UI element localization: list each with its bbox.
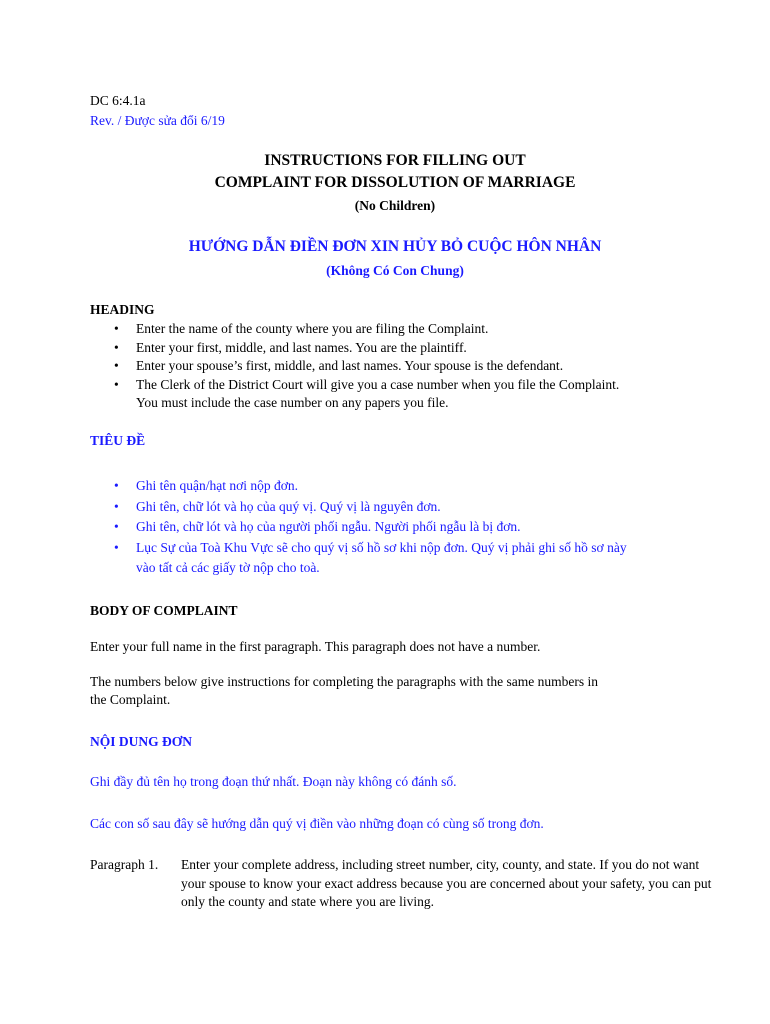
vietnamese-heading-section-title: TIÊU ĐỀ	[90, 433, 146, 448]
bullet-icon: •	[114, 358, 119, 373]
heading-bullet-list	[112, 320, 619, 413]
form-code: DC 6:4.1a	[90, 93, 146, 108]
list-item: • The Clerk of the District Court will give you a case number when you file the Complaint.	[112, 376, 619, 395]
vietnamese-title: HƯỚNG DẪN ĐIỀN ĐƠN XIN HỦY BỎ CUỘC HÔN NHÂN	[188, 238, 602, 255]
title-subtitle: (No Children)	[354, 198, 436, 213]
bullet-icon: •	[114, 519, 119, 534]
body-paragraph-2-line-1: The numbers below give instructions for completing the paragraphs with the same numbers in	[90, 674, 599, 689]
vietnamese-heading-bullet-list	[112, 476, 627, 579]
vietnamese-body-paragraph-2: Các con số sau đây sẽ hướng dẫn quý vị điền vào những đoạn có cùng số trong đơn.	[90, 816, 544, 831]
bullet-icon: •	[114, 539, 119, 555]
list-item: • Ghi tên quận/hạt nơi nộp đơn.	[112, 476, 627, 497]
paragraph-1-label: Paragraph 1.	[90, 857, 159, 872]
bullet-icon: •	[114, 478, 119, 493]
list-item: • Ghi tên, chữ lót và họ của người phối ngẫu. Người phối ngẫu là bị đơn.	[112, 517, 627, 538]
list-item: • Ghi tên, chữ lót và họ của quý vị. Quý vị là nguyên đơn.	[112, 497, 627, 518]
paragraph-1-text: Enter your complete address, including street number, city, county, and state. If you do not want your spouse to know your exact address because you are concerned about your safety, you can put only the county and state where you are living.	[181, 857, 712, 909]
list-item-continuation: You must include the case number on any papers you file.	[136, 395, 449, 410]
list-item: • Enter the name of the county where you are filing the Complaint.	[112, 320, 619, 339]
vietnamese-body-paragraph-1: Ghi đầy đủ tên họ trong đoạn thứ nhất. Đoạn này không có đánh số.	[90, 774, 457, 789]
list-item: • Enter your first, middle, and last names. You are the plaintiff.	[112, 339, 619, 358]
list-item-continuation: vào tất cả các giấy tờ nộp cho toà.	[136, 560, 320, 575]
vietnamese-subtitle: (Không Có Con Chung)	[326, 263, 464, 278]
body-paragraph-2-line-2: the Complaint.	[90, 692, 171, 707]
bullet-icon: •	[114, 498, 119, 514]
bullet-icon: •	[114, 321, 119, 336]
revision-date: Rev. / Được sửa đổi 6/19	[90, 113, 225, 128]
title-line-2: COMPLAINT FOR DISSOLUTION OF MARRIAGE	[214, 174, 576, 191]
list-item: • Lục Sự của Toà Khu Vực sẽ cho quý vị số hồ sơ khi nộp đơn. Quý vị phải ghi số hồ sơ này	[112, 538, 627, 559]
body-section-title: BODY OF COMPLAINT	[90, 603, 238, 618]
heading-section-title: HEADING	[90, 302, 155, 317]
vietnamese-body-section-title: NỘI DUNG ĐƠN	[90, 734, 193, 749]
bullet-icon: •	[114, 376, 119, 392]
bullet-icon: •	[114, 339, 119, 355]
body-paragraph-1: Enter your full name in the first paragraph. This paragraph does not have a number.	[90, 639, 541, 654]
list-item: • Enter your spouse’s first, middle, and last names. Your spouse is the defendant.	[112, 357, 619, 376]
title-line-1: INSTRUCTIONS FOR FILLING OUT	[264, 152, 526, 169]
